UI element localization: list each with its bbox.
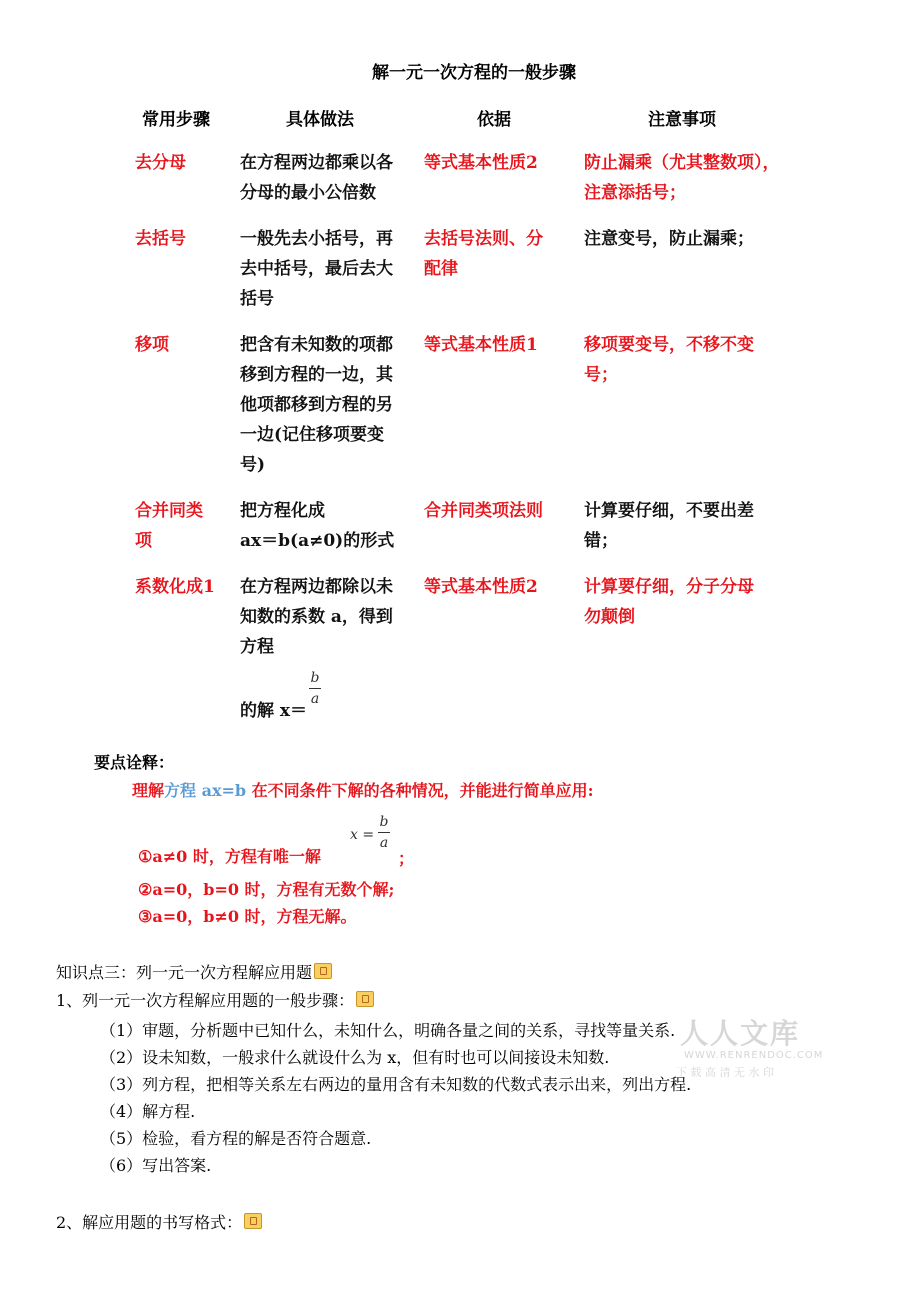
step-cell: 去括号 <box>135 229 186 249</box>
method-line: 知数的系数 a，得到 <box>240 607 393 627</box>
intro-text: 在不同条件下解的各种情况，并能进行简单应用: <box>246 781 594 800</box>
notes-line: 计算要仔细，分子分母 <box>584 577 754 597</box>
subsection-2 <box>56 1210 262 1233</box>
fraction-numerator: b <box>379 814 389 830</box>
method-line: 去中括号，最后去大 <box>240 259 393 279</box>
method-line: 一般先去小括号，再 <box>240 229 393 249</box>
notes-line: 错； <box>584 531 618 551</box>
list-item: （4）解方程. <box>100 1102 196 1121</box>
basis-line: 等式基本性质2 <box>424 153 538 173</box>
method-solution: 的解 x＝ <box>240 701 308 721</box>
notes-line: 勿颠倒 <box>584 607 635 627</box>
subsection-1 <box>56 988 374 1011</box>
step-cell: 系数化成1 <box>135 577 215 597</box>
list-item: （6）写出答案. <box>100 1156 212 1175</box>
fraction-denominator: a <box>379 835 389 851</box>
list-item: （1）审题，分析题中已知什么，未知什么，明确各量之间的关系，寻找等量关系. <box>100 1021 676 1040</box>
method-cell <box>240 572 393 662</box>
column-header-method: 具体做法 <box>286 110 354 130</box>
case-1-fraction <box>378 814 390 851</box>
attachment-icon[interactable] <box>314 963 332 979</box>
notes-line: 计算要仔细，不要出差 <box>584 501 754 521</box>
list-item: （2）设未知数，一般求什么就设什么为 x，但有时也可以间接设未知数. <box>100 1048 610 1067</box>
notes-line: 注意添括号； <box>584 183 686 203</box>
key-points-heading: 要点诠释： <box>94 753 175 772</box>
list-item: （5）检验，看方程的解是否符合题意. <box>100 1129 372 1148</box>
watermark-logo: 人人文库 <box>680 1017 801 1050</box>
case-1 <box>138 844 321 867</box>
method-line: 把方程化成 <box>240 501 325 521</box>
method-line: 分母的最小公倍数 <box>240 183 376 203</box>
case-1-lhs: x = <box>350 827 375 843</box>
case-1-text: ①a≠0 时，方程有唯一解 <box>138 847 321 866</box>
method-line: 他项都移到方程的另 <box>240 395 393 415</box>
intro-equation: 方程 ax=b <box>164 781 247 800</box>
method-cell <box>240 330 393 480</box>
list-item: （3）列方程，把相等关系左右两边的量用含有未知数的代数式表示出来，列出方程. <box>100 1075 692 1094</box>
intro-text: 理解 <box>132 781 165 800</box>
method-line: ax＝b(a≠0)的形式 <box>240 531 395 551</box>
column-header-basis: 依据 <box>477 110 511 130</box>
column-header-notes: 注意事项 <box>648 110 716 130</box>
column-header-step: 常用步骤 <box>142 110 210 130</box>
fraction-b-over-a <box>309 670 321 707</box>
case-1-end: ； <box>398 849 415 868</box>
section-heading <box>56 960 332 983</box>
step-cell: 去分母 <box>135 153 186 173</box>
basis-line: 合并同类项法则 <box>424 501 543 521</box>
basis-cell <box>424 330 538 360</box>
basis-line: 等式基本性质2 <box>424 577 538 597</box>
notes-cell <box>584 572 754 632</box>
basis-cell <box>424 496 543 526</box>
subsection-2-text: 2、解应用题的书写格式： <box>56 1213 243 1232</box>
basis-line: 配律 <box>424 259 458 279</box>
step-cell: 移项 <box>135 335 169 355</box>
step-line: 合并同类 <box>135 501 203 521</box>
basis-line: 等式基本性质1 <box>424 335 538 355</box>
basis-cell <box>424 224 543 284</box>
notes-cell <box>584 330 754 390</box>
page-title: 解一元一次方程的一般步骤 <box>372 63 576 83</box>
method-cell <box>240 496 394 556</box>
notes-cell <box>584 148 780 208</box>
method-line: 括号 <box>240 289 274 309</box>
attachment-icon[interactable] <box>356 991 374 1007</box>
method-cell <box>240 224 393 314</box>
key-points-intro <box>132 778 594 801</box>
fraction-numerator: b <box>310 670 320 686</box>
notes-line: 号； <box>584 365 618 385</box>
notes-cell <box>584 224 754 254</box>
method-line: 方程 <box>240 637 274 657</box>
notes-line: 防止漏乘（尤其整数项）， <box>584 153 780 173</box>
method-line: 在方程两边都除以未 <box>240 577 393 597</box>
case-2: ②a=0，b=0 时，方程有无数个解; <box>138 880 395 899</box>
basis-cell <box>424 572 538 602</box>
attachment-icon[interactable] <box>244 1213 262 1229</box>
fraction-bar <box>309 688 321 689</box>
case-3: ③a=0，b≠0 时，方程无解。 <box>138 907 357 926</box>
method-line: 一边(记住移项要变 <box>240 425 385 445</box>
notes-line: 移项要变号，不移不变 <box>584 335 754 355</box>
method-line: 在方程两边都乘以各 <box>240 153 393 173</box>
basis-line: 去括号法则、分 <box>424 229 543 249</box>
section-heading-text: 知识点三：列一元一次方程解应用题 <box>56 963 313 982</box>
step-cell <box>135 496 203 556</box>
watermark-site: WWW.RENRENDOC.COM <box>684 1050 824 1061</box>
notes-cell <box>584 496 754 556</box>
fraction-denominator: a <box>310 691 320 707</box>
step-line: 项 <box>135 531 152 551</box>
notes-line: 注意变号，防止漏乘； <box>584 229 754 249</box>
method-cell <box>240 148 393 208</box>
method-line: 号) <box>240 455 266 475</box>
subsection-1-text: 1、列一元一次方程解应用题的一般步骤： <box>56 991 355 1010</box>
basis-cell <box>424 148 538 178</box>
method-line: 把含有未知数的项都 <box>240 335 393 355</box>
fraction-bar <box>378 832 390 833</box>
watermark-tag: 下 载 高 清 无 水 印 <box>676 1066 774 1079</box>
method-line: 移到方程的一边，其 <box>240 365 393 385</box>
